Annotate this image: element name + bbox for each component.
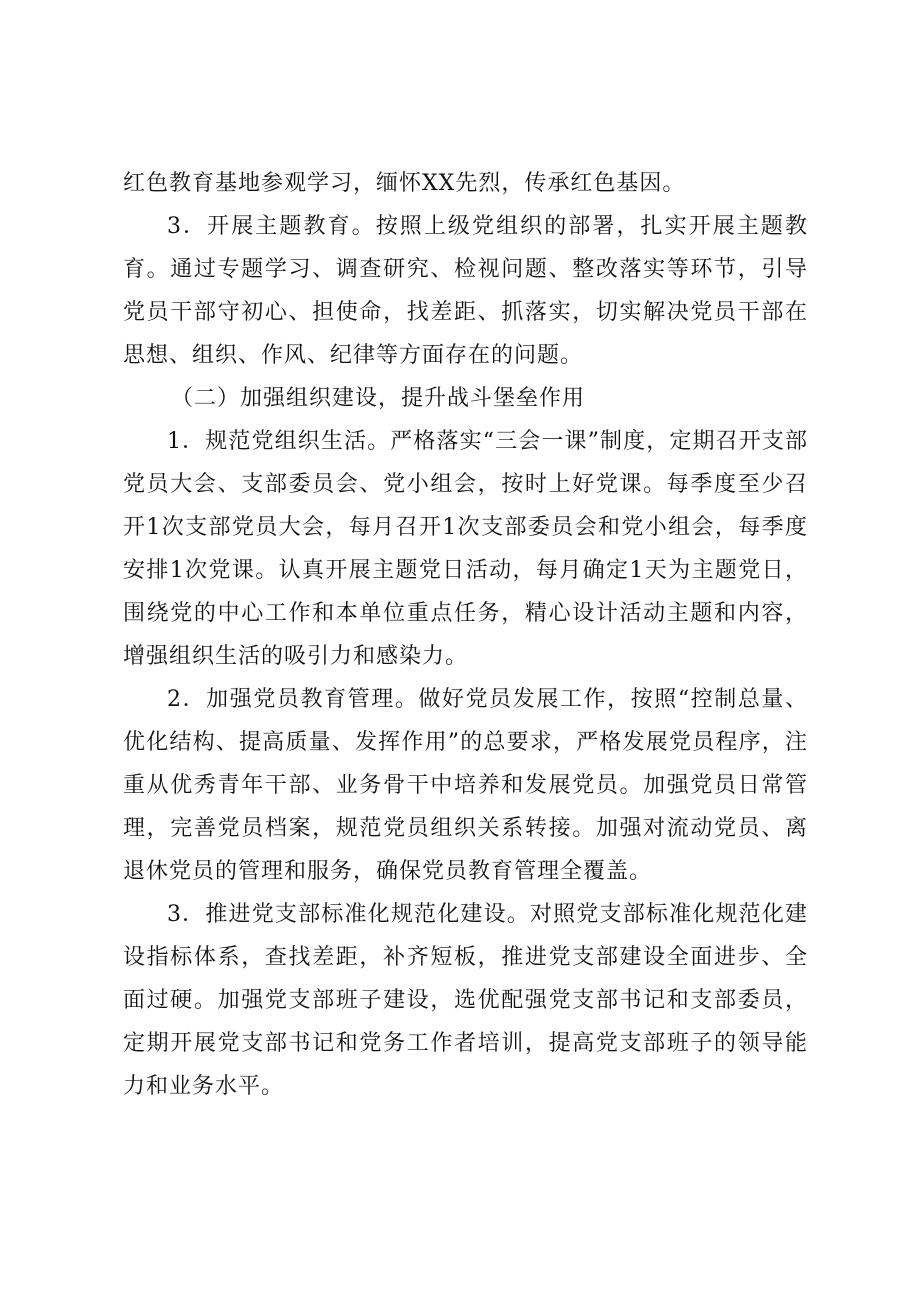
section-heading: （二）加强组织建设，提升战斗堡垒作用 xyxy=(171,386,586,411)
paragraph-item-1-party-life: 1．规范党组织生活。严格落实“三会一课”制度，定期召开支部党员大会、支部委员会、党小组会，按时上好党课。每季度至少召开1次支部党员大会，每月召开1次支部委员会和党小组会，每季度安排1次党课。认真开展主题党日活动，每月确定1天为主题党日，围绕党的中心工作和本单位重点任务，精心设计活动主题和内容，增强组织生活的吸引力和感染力。 xyxy=(123,429,808,669)
document-body xyxy=(123,162,808,1108)
paragraph-item-2-member-management: 2．加强党员教育管理。做好党员发展工作，按照“控制总量、优化结构、提高质量、发挥作用”的总要求，严格发展党员程序，注重从优秀青年干部、业务骨干中培养和发展党员。加强党员日常管理，完善党员档案，规范党员组织关系转接。加强对流动党员、离退休党员的管理和服务，确保党员教育管理全覆盖。 xyxy=(123,687,808,884)
paragraph-continuation: 红色教育基地参观学习，缅怀XX先烈，传承红色基因。 xyxy=(123,171,686,196)
paragraph-item-3-standardization: 3．推进党支部标准化规范化建设。对照党支部标准化规范化建设指标体系，查找差距，补齐短板，推进党支部建设全面进步、全面过硬。加强党支部班子建设，选优配强党支部书记和支部委员，定期开展党支部书记和党务工作者培训，提高党支部班子的领导能力和业务水平。 xyxy=(123,902,808,1099)
paragraph-item-3-theme-education: 3．开展主题教育。按照上级党组织的部署，扎实开展主题教育。通过专题学习、调查研究、检视问题、整改落实等环节，引导党员干部守初心、担使命，找差距、抓落实，切实解决党员干部在思想、组织、作风、纪律等方面存在的问题。 xyxy=(123,214,808,368)
